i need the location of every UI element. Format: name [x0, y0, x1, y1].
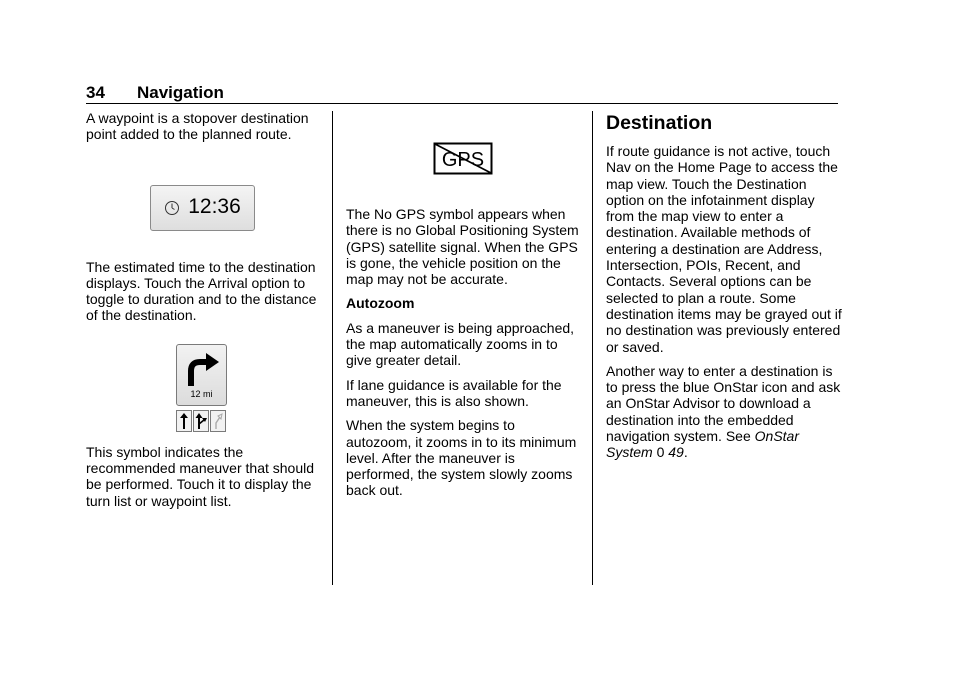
maneuver-figure: [86, 344, 322, 432]
arrival-figure: [86, 185, 322, 231]
no-gps-figure: [346, 142, 582, 176]
lane-inactive-icon: [210, 410, 226, 432]
section-title: Navigation: [137, 83, 224, 102]
onstar-system-link[interactable]: OnStar System: [606, 428, 799, 461]
page-number: 34: [86, 83, 105, 102]
page-ref-symbol: 0: [656, 444, 665, 461]
column-divider-1: [332, 111, 333, 585]
no-gps-paragraph: The No GPS symbol appears when there is no Global Positioning System (GPS) satellite signal. When the GPS is gone, the vehicle position on the map may not be accurate.: [346, 206, 579, 288]
destination-heading: Destination: [606, 112, 713, 134]
lane-straight-icon: [176, 410, 192, 432]
column-3: [606, 110, 844, 469]
no-gps-icon: [433, 142, 493, 175]
destination-paragraph-2: [606, 363, 844, 461]
lane-straight-right-icon: [193, 410, 209, 432]
maneuver-paragraph: This symbol indicates the recommended maneuver that should be performed. Touch it to display the turn list or waypoint list.: [86, 443, 315, 509]
onstar-page-link[interactable]: 49: [668, 444, 684, 461]
clock-icon: [164, 200, 180, 216]
turn-maneuver-button[interactable]: [176, 344, 227, 406]
arrival-paragraph: The estimated time to the destination displays. Touch the Arrival option to toggle to duration and to the distance of the destination.: [86, 258, 317, 324]
paragraph-end: .: [683, 444, 688, 461]
autozoom-heading: Autozoom: [346, 295, 415, 312]
autozoom-paragraph-1: As a maneuver is being approached, the map automatically zooms in to give greater detail.: [346, 319, 575, 369]
column-2: [346, 110, 582, 507]
arrival-button[interactable]: [150, 185, 255, 231]
turn-distance: 12 mi: [190, 388, 213, 399]
destination-paragraph-1: If route guidance is not active, touch Nav on the Home Page to access the map view. Touch the Destination option on the infotainment display from the map view to enter a destination. Available methods of entering a destination are Address, Intersection, POIs, Recent, and Contacts. Several options can be selected to plan a route. Some destination items may be grayed out if no destination was previously entered or saved.: [606, 143, 842, 355]
autozoom-paragraph-2: If lane guidance is available for the maneuver, this is also shown.: [346, 376, 562, 409]
autozoom-paragraph-3: When the system begins to autozoom, it zooms in to its minimum level. After the maneuver is performed, the system slowly zooms back out.: [346, 417, 577, 499]
gps-label: GPS: [441, 149, 485, 171]
arrival-time: 12:36: [188, 195, 241, 219]
waypoint-paragraph: A waypoint is a stopover destination point added to the planned route.: [86, 110, 309, 143]
destination-paragraph-2-text: Another way to enter a destination is to press the blue OnStar icon and ask an OnStar Advisor to download a destination into the embedded navigation system. See: [606, 362, 841, 445]
column-divider-2: [592, 111, 593, 585]
column-1: [86, 110, 322, 517]
turn-right-arrow-icon: [183, 351, 220, 387]
page-header: [86, 81, 838, 104]
